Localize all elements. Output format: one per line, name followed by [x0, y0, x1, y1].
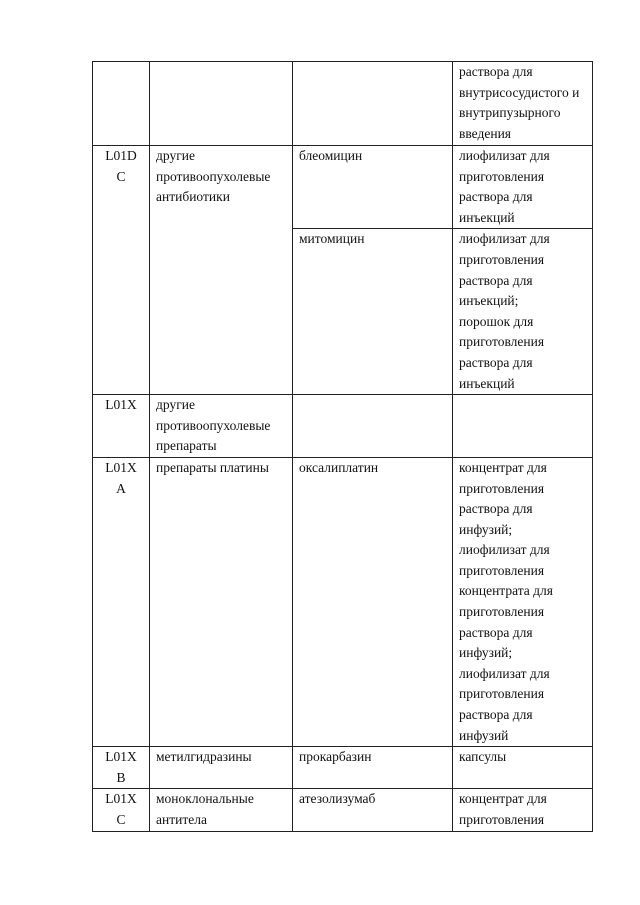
- cell-line: инфузий: [459, 727, 509, 743]
- cell-line: приготовления: [459, 812, 545, 827]
- cell-line: препараты платины: [156, 459, 269, 475]
- cell-line: метилгидразины: [156, 749, 252, 765]
- dosage-form-cell: [453, 146, 593, 229]
- drug-name-cell: [293, 229, 453, 395]
- cell-line: введения: [459, 125, 512, 141]
- cell-line: раствора для: [459, 272, 533, 288]
- cell-line: антибиотики: [156, 189, 230, 205]
- cell-line: инъекций: [459, 375, 515, 391]
- table-row: [93, 789, 593, 831]
- cell-line: противоопухолевые: [156, 417, 271, 433]
- dosage-form-cell: [453, 229, 593, 395]
- table-row: [93, 146, 593, 229]
- cell-line: внутрисосудистого и: [459, 84, 580, 100]
- cell-line: другие: [156, 148, 195, 163]
- cell-line: атезолизумаб: [299, 791, 376, 807]
- drug-name-cell: [293, 747, 453, 789]
- dosage-form-cell: [453, 457, 593, 746]
- cell-line: приготовления: [459, 334, 545, 350]
- drug-name-cell: [293, 146, 453, 229]
- atc-code-cell: [93, 146, 150, 395]
- cell-line: митомицин: [299, 231, 365, 247]
- drug-name-cell: [293, 62, 453, 146]
- cell-line: антитела: [156, 812, 207, 827]
- cell-line: концентрат для: [459, 791, 547, 807]
- table-row: [93, 395, 593, 458]
- group-cell: [150, 789, 293, 831]
- cell-line: L01X: [105, 749, 137, 765]
- atc-code-cell: [93, 457, 150, 746]
- cell-line: раствора для: [459, 624, 533, 640]
- group-cell: [150, 146, 293, 395]
- atc-code-cell: [93, 747, 150, 789]
- dosage-form-cell: [453, 395, 593, 458]
- atc-code-cell: [93, 62, 150, 146]
- cell-line: раствора для: [459, 501, 533, 517]
- cell-line: концентрат для: [459, 459, 547, 475]
- cell-line: оксалиплатин: [299, 459, 379, 475]
- cell-line: C: [116, 168, 126, 184]
- drug-name-cell: [293, 789, 453, 831]
- cell-line: инфузий;: [459, 645, 513, 661]
- cell-line: лиофилизат для: [459, 148, 550, 163]
- dosage-form-cell: [453, 747, 593, 789]
- cell-line: лиофилизат для: [459, 542, 550, 558]
- drug-table: [92, 61, 593, 832]
- table-row: [93, 62, 593, 146]
- cell-line: лиофилизат для: [459, 665, 550, 681]
- cell-line: внутрипузырного: [459, 105, 561, 121]
- cell-line: приготовления: [459, 168, 545, 184]
- cell-line: раствора для: [459, 189, 533, 205]
- cell-line: приготовления: [459, 480, 545, 496]
- cell-line: инъекций: [459, 209, 515, 225]
- cell-line: порошок для: [459, 313, 534, 329]
- cell-line: приготовления: [459, 686, 545, 702]
- group-cell: [150, 747, 293, 789]
- cell-line: B: [116, 769, 126, 785]
- cell-line: L01X: [105, 459, 137, 475]
- cell-line: препараты: [156, 438, 217, 454]
- cell-line: моноклональные: [156, 791, 254, 807]
- cell-line: инфузий;: [459, 521, 513, 537]
- cell-line: концентрата для: [459, 583, 553, 599]
- drug-name-cell: [293, 457, 453, 746]
- cell-line: капсулы: [459, 749, 507, 765]
- group-cell: [150, 62, 293, 146]
- cell-line: прокарбазин: [299, 749, 372, 765]
- cell-line: приготовления: [459, 251, 545, 267]
- cell-line: другие: [156, 397, 195, 413]
- dosage-form-cell: [453, 62, 593, 146]
- cell-line: раствора для: [459, 707, 533, 723]
- cell-line: приготовления: [459, 604, 545, 620]
- atc-code-cell: [93, 395, 150, 458]
- cell-line: L01X: [105, 791, 137, 807]
- group-cell: [150, 457, 293, 746]
- cell-line: L01D: [105, 148, 137, 163]
- table-row: [93, 457, 593, 746]
- drug-name-cell: [293, 395, 453, 458]
- cell-line: лиофилизат для: [459, 231, 550, 247]
- cell-line: раствора для: [459, 354, 533, 370]
- cell-line: раствора для: [459, 64, 533, 79]
- cell-line: приготовления: [459, 562, 545, 578]
- cell-line: блеомицин: [299, 148, 363, 163]
- group-cell: [150, 395, 293, 458]
- dosage-form-cell: [453, 789, 593, 831]
- table-row: [93, 747, 593, 789]
- cell-line: C: [116, 812, 126, 827]
- cell-line: L01X: [105, 397, 137, 413]
- cell-line: противоопухолевые: [156, 168, 271, 184]
- cell-line: A: [116, 480, 126, 496]
- atc-code-cell: [93, 789, 150, 831]
- cell-line: инъекций;: [459, 293, 519, 309]
